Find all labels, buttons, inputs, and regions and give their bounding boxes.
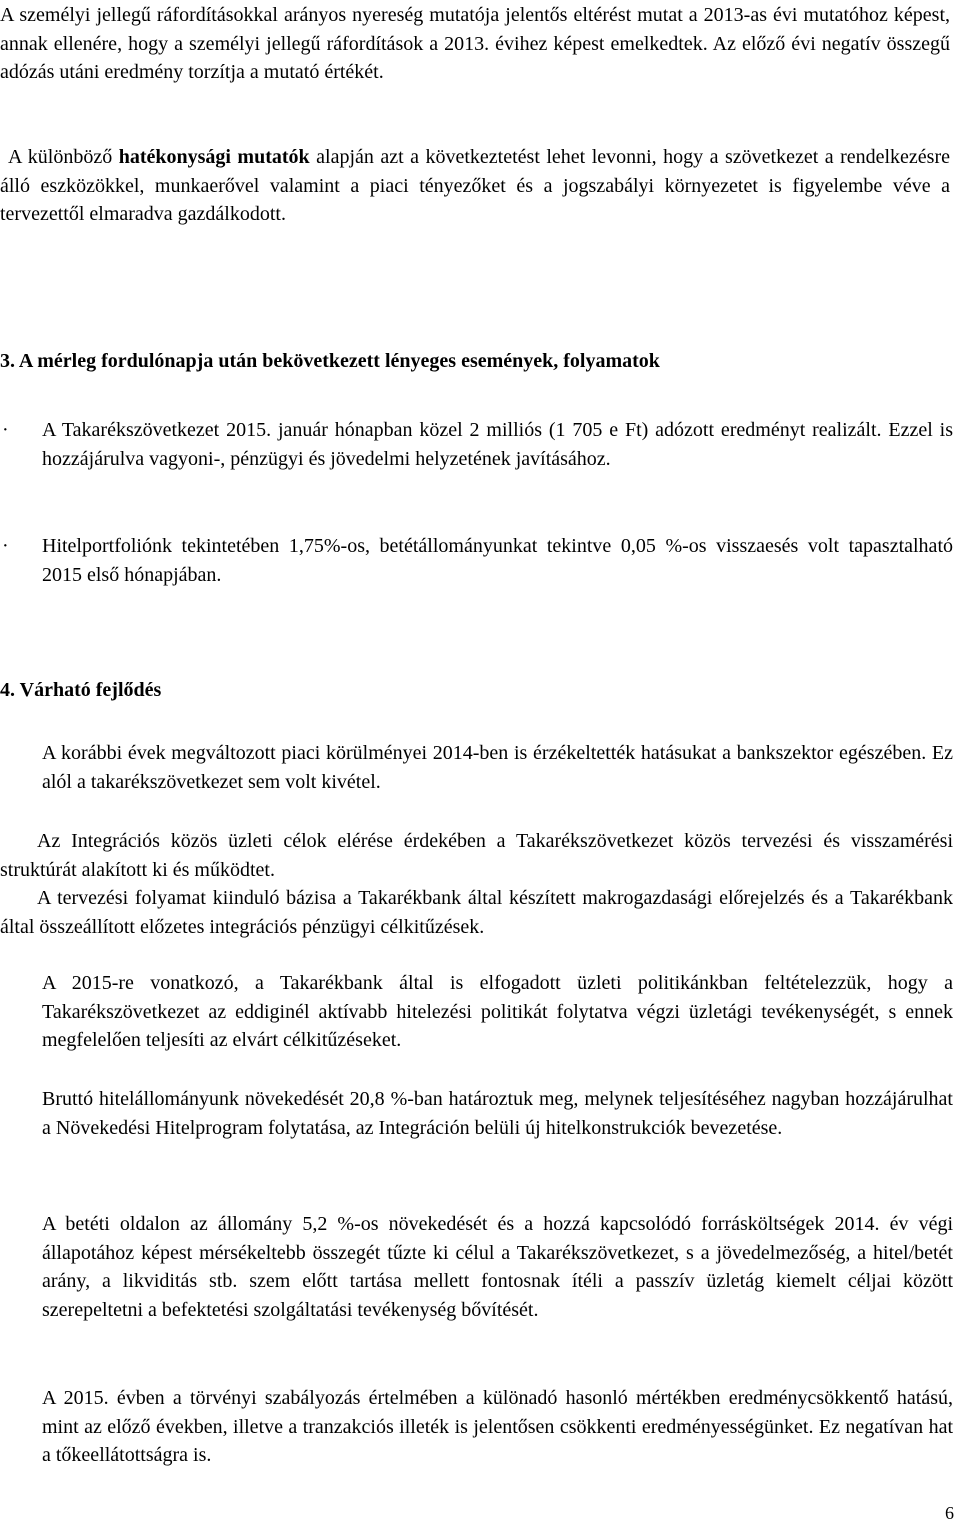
bullet-marker: · — [2, 419, 9, 441]
paragraph-efficiency-text-start: A különböző — [8, 146, 119, 168]
paragraph-special-tax: A 2015. évben a törvényi szabályozás értelmében a különadó hasonló mértékben eredménycsökkentő hatású, mint az előző években, illetve a tranzakciós illeték is jelentősen csökkenti eredményességünket. Ez negatívan hat a tőkeellátottságra is. — [42, 1387, 953, 1466]
paragraph-efficiency-indicators — [0, 143, 950, 229]
bullet-marker: · — [2, 535, 9, 557]
paragraph-planning-basis: A tervezési folyamat kiinduló bázisa a Takarékbank által készített makrogazdasági előrejelzés és a Takarékbank által összeállított előzetes integrációs pénzügyi célkitűzések. — [0, 887, 953, 938]
paragraph-integration-planning: Az Integrációs közös üzleti célok elérése érdekében a Takarékszövetkezet közös tervezési és visszamérési struktúrát alakított ki és működtet. — [0, 830, 953, 881]
paragraph-gross-loans: Bruttó hitelállományunk növekedését 20,8 %-ban határoztuk meg, melynek teljesítéséhez nagyban hozzájárulhat a Növekedési Hitelprogram folytatása, az Integráción belüli új hitelkonstrukciók bevezetése. — [42, 1088, 953, 1139]
paragraph-business-policy: A 2015-re vonatkozó, a Takarékbank által is elfogadott üzleti politikánkban feltételezzük, hogy a Takarékszövetkezet az eddiginél aktívabb hitelezési politikát folytatva végzi üzletági tevékenységét, s ennek megfelelően teljesíti az elvárt célkitűzéseket. — [42, 972, 953, 1051]
efficiency-indicators-bold: hatékonysági mutatók — [118, 146, 310, 168]
section-4-heading: 4. Várható fejlődés — [0, 679, 162, 701]
section-3-heading: 3. A mérleg fordulónapja után bekövetkezett lényeges események, folyamatok — [0, 350, 660, 372]
bullet-item-january-result: A Takarékszövetkezet 2015. január hónapban közel 2 milliós (1 705 e Ft) adózott eredményt realizált. Ezzel is hozzájárulva vagyoni-, pénzügyi és jövedelmi helyzetének javításához. — [42, 419, 953, 470]
paragraph-efficiency-text-end: alapján azt a következtetést lehet levonni, hogy a szövetkezet a rendelkezésre álló eszközökkel, munkaerővel valamint a piaci tényezőket és a jogszabályi környezetet is figyelembe véve a tervezettől elmaradva gazdálkodott. — [0, 146, 950, 225]
paragraph-deposit-side: A betéti oldalon az állomány 5,2 %-os növekedését és a hozzá kapcsolódó forrásköltségek 2014. év végi állapotához képest mérsékeltebb összegét tűzte ki célul a Takarékszövetkezet, s a jövedelmezőség, a hitel/betét arány, a likviditás stb. szem előtt tartása mellett fontosnak ítéli a passzív üzletág kiemelt céljai között szerepeltetni a befektetési szolgáltatási tevékenység bővítését. — [42, 1213, 953, 1321]
paragraph-market-conditions: A korábbi évek megváltozott piaci körülményei 2014-ben is érzékeltették hatásukat a bankszektor egészében. Ez alól a takarékszövetkezet sem volt kivétel. — [42, 742, 953, 793]
bullet-item-portfolio-decline: Hitelportfoliónk tekintetében 1,75%-os, betétállományunkat tekintve 0,05 %-os visszaesés volt tapasztalható 2015 első hónapjában. — [42, 535, 953, 586]
paragraph-personnel-ratio: A személyi jellegű ráfordításokkal arányos nyereség mutatója jelentős eltérést mutat a 2013-as évi mutatóhoz képest, annak ellenére, hogy a személyi jellegű ráfordítások a 2013. évihez képest emelkedtek. Az előző évi negatív összegű adózás utáni eredmény torzítja a mutató értékét. — [0, 4, 950, 83]
page-number: 6 — [945, 1503, 954, 1523]
